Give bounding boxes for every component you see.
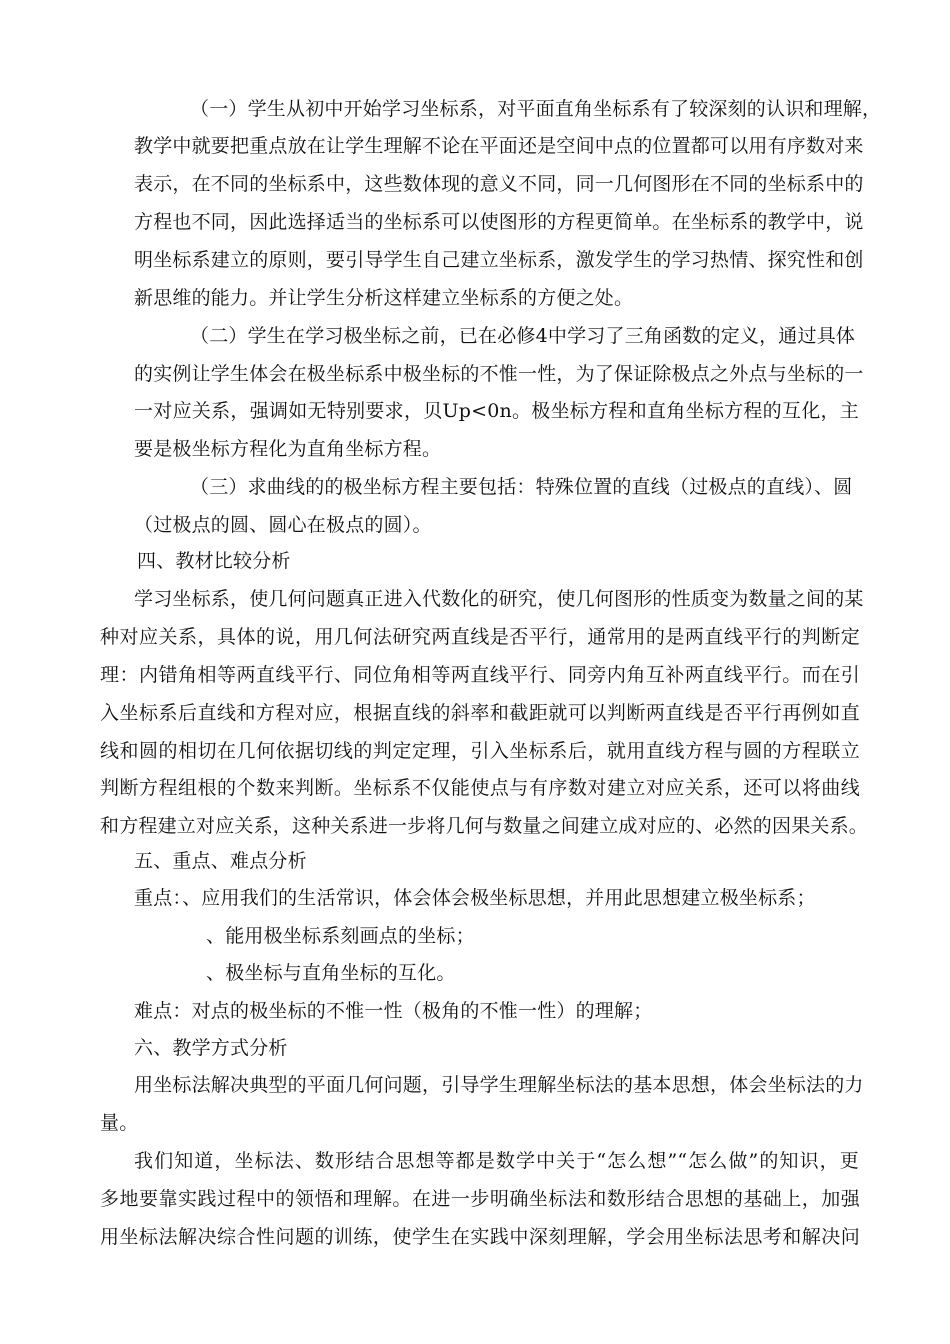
- heading-section-5: 五、重点、难点分析: [134, 850, 307, 872]
- paragraph-4-line-2: 种对应关系，具体的说，用几何法研究两直线是否平行，通常用的是两直线平行的判断定: [100, 626, 860, 648]
- paragraph-4-line-7: 和方程建立对应关系，这种关系进一步将几何与数量之间建立成对应的、必然的因果关系。: [100, 815, 869, 837]
- paragraph-3-line-2: （过极点的圆、圆心在极点的圆）。: [134, 514, 432, 536]
- difficulty-line: 难点：对点的极坐标的不惟一性（极角的不惟一性）的理解；: [134, 1000, 653, 1022]
- paragraph-7-line-2: 多地要靠实践过程中的领悟和理解。在进一步明确坐标法和数形结合思想的基础上，加强: [100, 1188, 860, 1210]
- paragraph-4-line-1: 学习坐标系，使几何问题真正进入代数化的研究，使几何图形的性质变为数量之间的某: [134, 588, 864, 610]
- paragraph-7-line-3: 用坐标法解决综合性问题的训练，使学生在实践中深刻理解，学会用坐标法思考和解决问: [100, 1226, 860, 1248]
- heading-section-4: 四、教材比较分析: [137, 550, 291, 572]
- key-points-line-1: 重点：、应用我们的生活常识，体会体会极坐标思想，并用此思想建立极坐标系；: [134, 887, 816, 909]
- paragraph-4-line-4: 入坐标系后直线和方程对应，根据直线的斜率和截距就可以判断两直线是否平行再例如直: [100, 702, 860, 724]
- paragraph-6-line-1: 用坐标法解决典型的平面几何问题，引导学生理解坐标法的基本思想，体会坐标法的力: [134, 1074, 864, 1096]
- paragraph-1-line-1: （一）学生从初中开始学习坐标系，对平面直角坐标系有了较深刻的认识和理解，: [190, 98, 882, 120]
- paragraph-2-line-4: 要是极坐标方程化为直角坐标方程。: [134, 438, 442, 460]
- paragraph-1-line-5: 明坐标系建立的原则，要引导学生自己建立坐标系，激发学生的学习热情、探究性和创: [134, 249, 864, 271]
- paragraph-3-line-1: （三）求曲线的的极坐标方程主要包括：特殊位置的直线（过极点的直线）、圆: [190, 476, 853, 498]
- paragraph-2-line-2: 的实例让学生体会在极坐标系中极坐标的不惟一性，为了保证除极点之外点与坐标的一: [134, 363, 864, 385]
- paragraph-2-line-1: （二）学生在学习极坐标之前，已在必修4中学习了三角函数的定义，通过具体: [190, 325, 856, 347]
- heading-section-6: 六、教学方式分析: [134, 1037, 288, 1059]
- paragraph-6-line-2: 量。: [100, 1112, 139, 1134]
- key-points-line-3: 、极坐标与直角坐标的互化。: [206, 962, 456, 984]
- key-points-line-2: 、能用极坐标系刻画点的坐标；: [206, 925, 475, 947]
- paragraph-1-line-3: 表示，在不同的坐标系中，这些数体现的意义不同，同一几何图形在不同的坐标系中的: [134, 173, 864, 195]
- paragraph-1-line-2: 教学中就要把重点放在让学生理解不论在平面还是空间中点的位置都可以用有序数对来: [134, 135, 864, 157]
- paragraph-1-line-4: 方程也不同，因此选择适当的坐标系可以使图形的方程更简单。在坐标系的教学中，说: [134, 211, 864, 233]
- paragraph-4-line-6: 判断方程组根的个数来判断。坐标系不仅能使点与有序数对建立对应关系，还可以将曲线: [100, 777, 860, 799]
- paragraph-4-line-3: 理：内错角相等两直线平行、同位角相等两直线平行、同旁内角互补两直线平行。而在引: [100, 664, 860, 686]
- paragraph-1-line-6: 新思维的能力。并让学生分析这样建立坐标系的方便之处。: [134, 287, 634, 309]
- paragraph-2-line-3: 一对应关系，强调如无特别要求，贝Up<0n。极坐标方程和直角坐标方程的互化，主: [134, 400, 859, 422]
- paragraph-7-line-1: 我们知道，坐标法、数形结合思想等都是数学中关于“怎么想”“怎么做”的知识，更: [134, 1150, 859, 1172]
- paragraph-4-line-5: 线和圆的相切在几何依据切线的判定定理，引入坐标系后，就用直线方程与圆的方程联立: [100, 740, 860, 762]
